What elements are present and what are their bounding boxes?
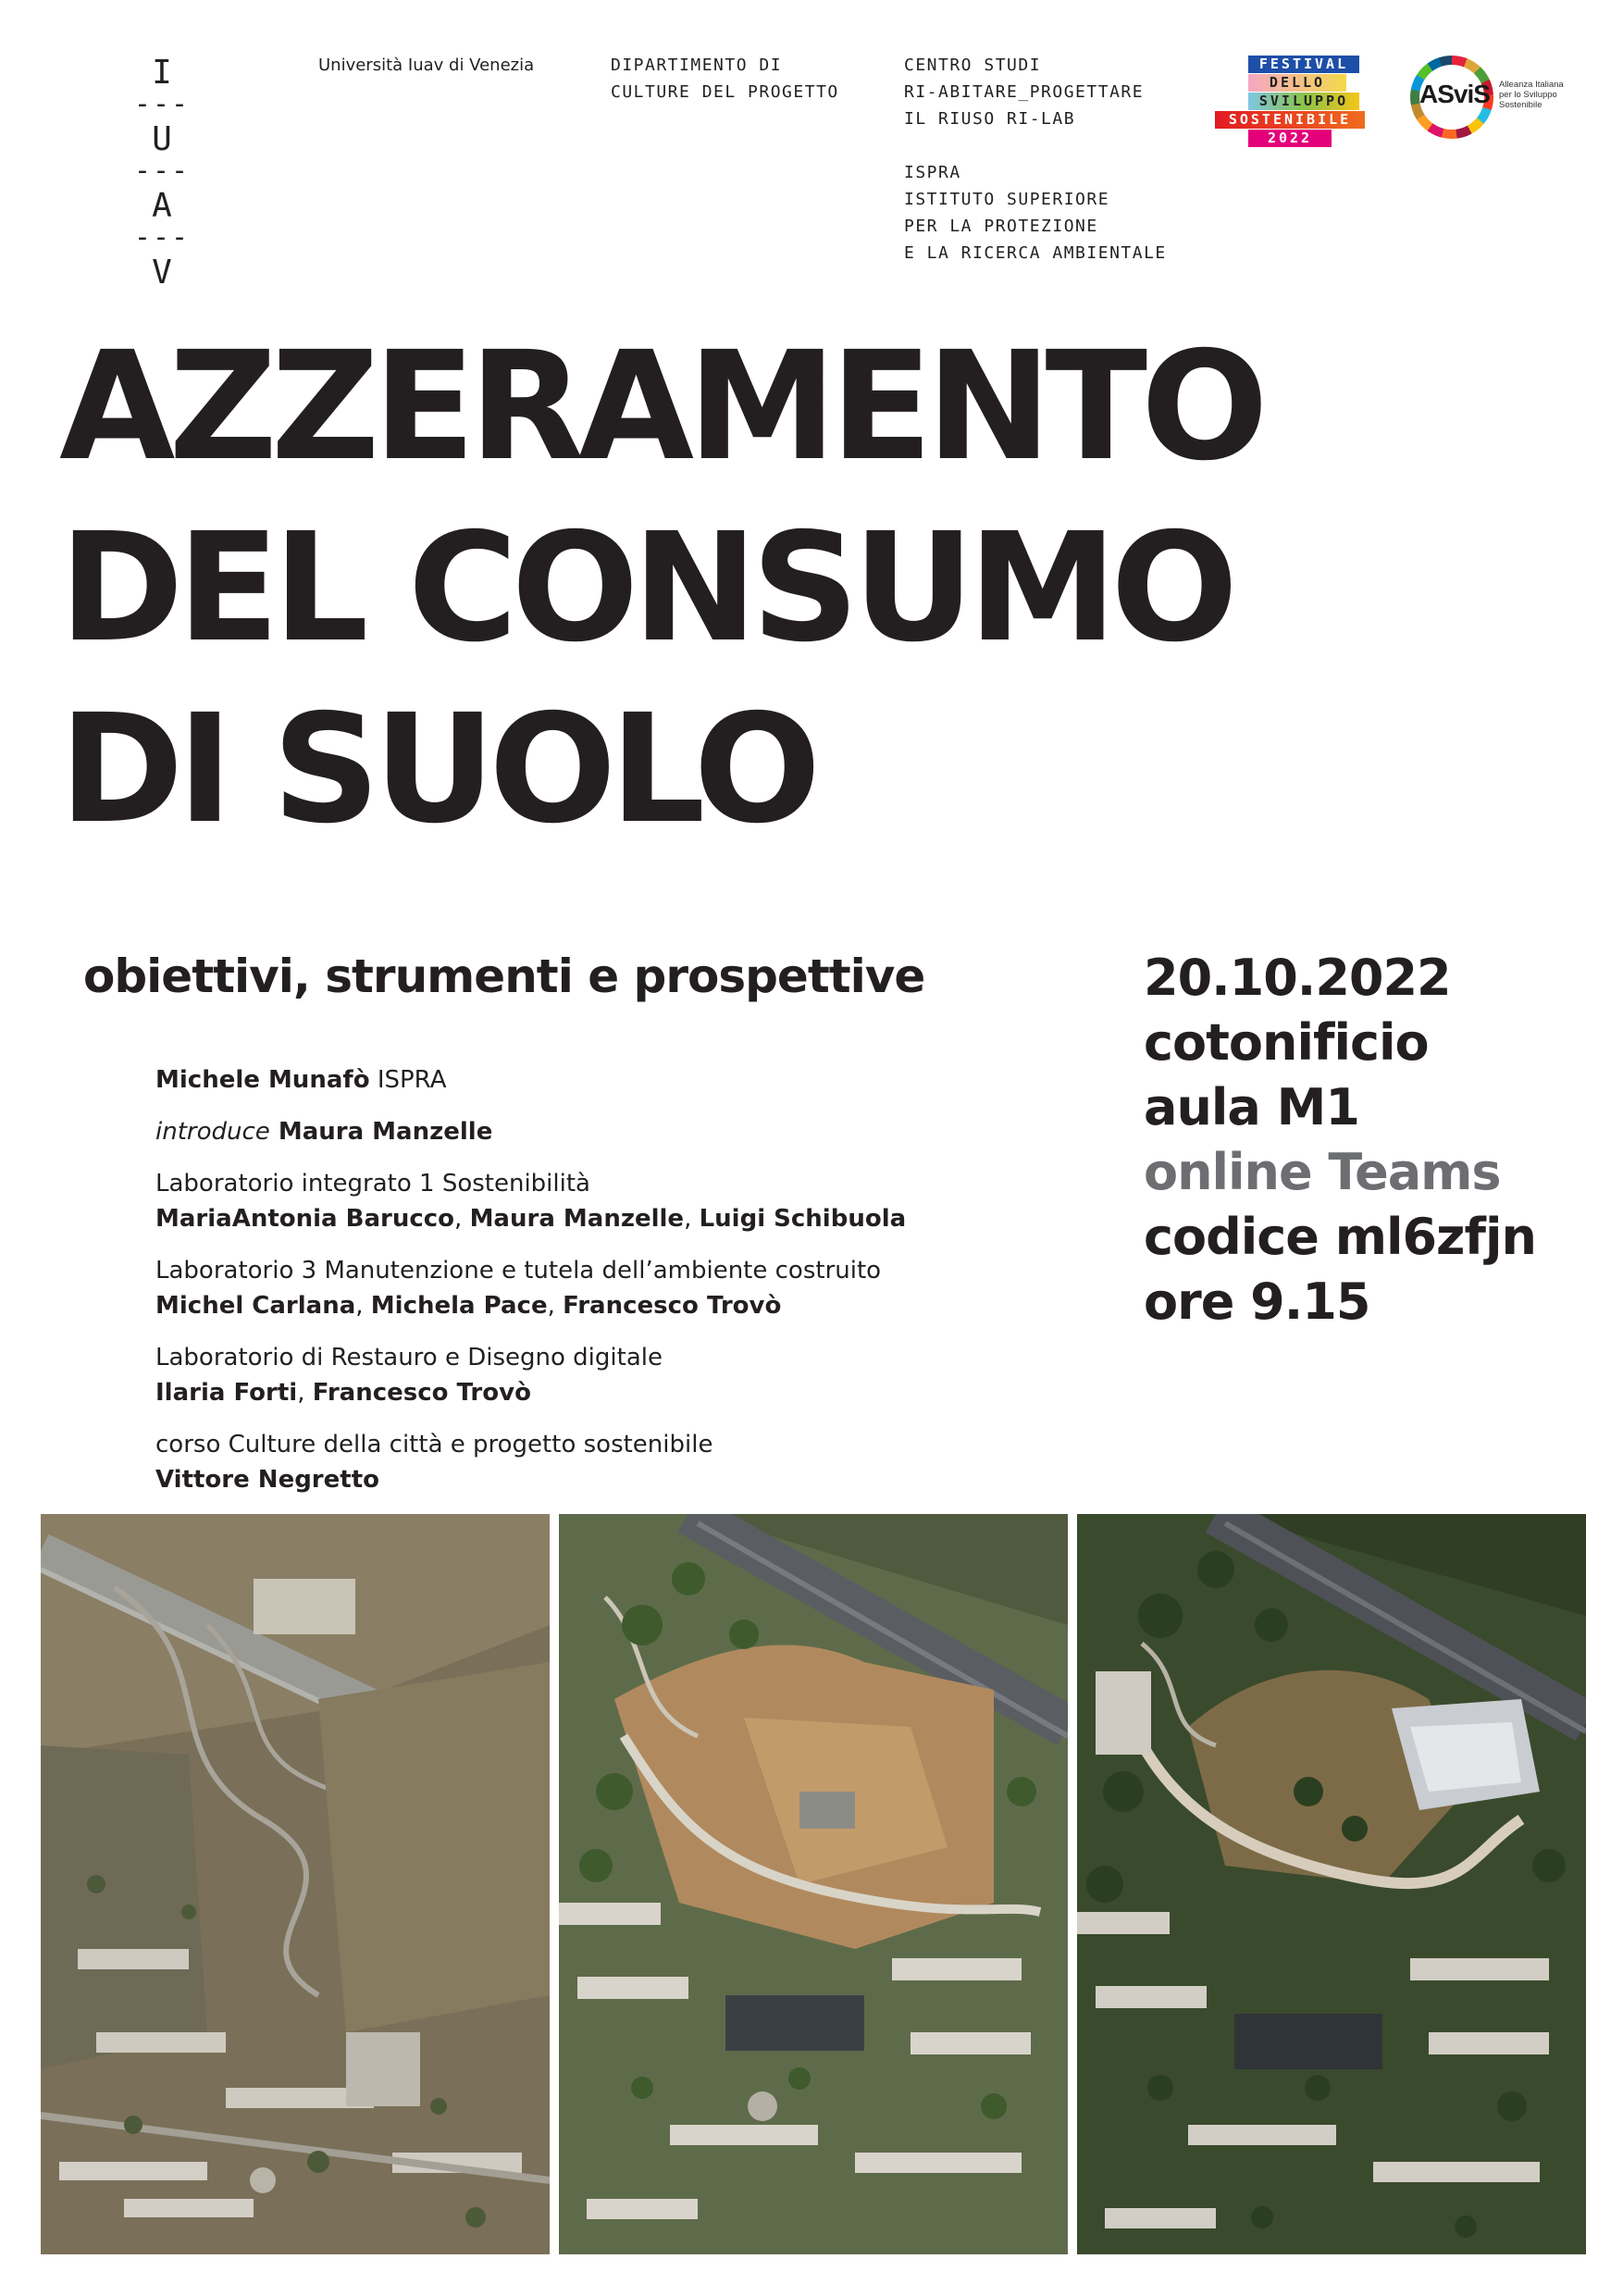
separator: , [684,1205,700,1233]
ispra-line: ISPRA [904,163,961,182]
event-time: ore 9.15 [1144,1272,1370,1331]
speaker-name: MariaAntonia Barucco [155,1205,455,1233]
page-title [59,316,1614,861]
speaker-name: Luigi Schibuola [699,1205,907,1233]
department-block [611,52,839,105]
event-venue: cotonificio [1144,1013,1429,1072]
asvis-logo-word: ASviS [1419,80,1490,108]
title-line: DI SUOLO [59,683,815,857]
aerial-photo-before [41,1514,550,2254]
speaker-name: Michele Munafò [155,1066,370,1094]
speaker-group [155,1166,1044,1236]
festival-logo-text: 2022 [1248,130,1332,147]
speaker-name: Francesco Trovò [312,1379,531,1407]
lab-title: Laboratorio di Restauro e Disegno digitale [155,1344,663,1371]
festival-logo-text: SVILUPPO [1248,93,1359,110]
speaker-name: Michela Pace [370,1292,548,1320]
iuav-dash: --- [133,221,191,254]
speaker-name: Maura Manzelle [269,1118,493,1146]
centro-line: IL RIUSO RI-LAB [904,109,1076,129]
department-line: CULTURE DEL PROGETTO [611,82,839,102]
lab-title: Laboratorio integrato 1 Sostenibilità [155,1170,590,1198]
event-online: online Teams [1144,1143,1501,1201]
iuav-dash: --- [133,88,191,120]
ispra-line: ISTITUTO SUPERIORE [904,190,1110,209]
speaker-group [155,1427,1044,1497]
speaker-group [155,1253,1044,1323]
speaker-name: Francesco Trovò [563,1292,782,1320]
speaker-group [155,1340,1044,1410]
festival-logo-text: DELLO [1248,74,1346,92]
speaker-name: Vittore Negretto [155,1466,379,1494]
speaker-group [155,1114,1044,1149]
festival-logo-text: SOSTENIBILE [1215,111,1365,129]
centro-line: RI-ABITARE_PROGETTARE [904,82,1145,102]
aerial-photos [41,1514,1586,2254]
separator: , [547,1292,564,1320]
separator: , [454,1205,470,1233]
title-line: DEL CONSUMO [59,502,1233,676]
event-date: 20.10.2022 [1144,949,1451,1007]
centro-studi-block [904,52,1144,132]
aerial-photo-during [559,1514,1068,2254]
title-line: AZZERAMENTO [59,320,1262,494]
event-room: aula M1 [1144,1078,1359,1136]
ispra-line: E LA RICERCA AMBIENTALE [904,243,1167,263]
speaker-name: Maura Manzelle [469,1205,685,1233]
speaker-name: Michel Carlana [155,1292,356,1320]
separator: , [355,1292,371,1320]
university-name: Università Iuav di Venezia [318,56,535,75]
event-code: codice ml6zfjn [1144,1208,1536,1266]
separator: , [297,1379,313,1407]
event-info [1144,946,1536,1334]
iuav-letter-a: A [152,187,172,225]
asvis-logo [1410,56,1577,144]
festival-logo-text: FESTIVAL [1248,56,1359,73]
lab-title: Laboratorio 3 Manutenzione e tutela dell’ambiente costruito [155,1257,882,1285]
speaker-group [155,1062,1044,1098]
intro-label: introduce [155,1118,270,1146]
iuav-letter-v: V [152,254,172,292]
aerial-photo-after [1077,1514,1586,2254]
asvis-logo-tagline: Alleanza Italiana per lo Sviluppo Sostenibile [1499,80,1564,110]
speaker-affiliation: ISPRA [369,1066,447,1094]
course-title: corso Culture della città e progetto sostenibile [155,1431,713,1458]
ispra-block [904,159,1167,267]
speakers-list [155,1062,1044,1514]
subtitle: obiettivi, strumenti e prospettive [83,949,925,1003]
department-line: DIPARTIMENTO DI [611,56,783,75]
festival-sviluppo-sostenibile-logo [1215,56,1365,148]
ispra-line: PER LA PROTEZIONE [904,217,1098,236]
iuav-logo [130,54,194,292]
iuav-dash: --- [133,155,191,187]
iuav-letter-i: I [152,54,172,92]
iuav-letter-u: U [152,120,172,158]
centro-line: CENTRO STUDI [904,56,1042,75]
speaker-name: Ilaria Forti [155,1379,298,1407]
